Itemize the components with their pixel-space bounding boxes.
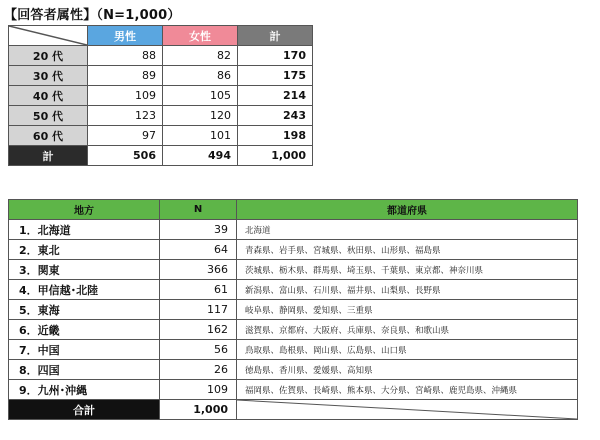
region-prefectures: 滋賀県、京都府、大阪府、兵庫県、奈良県、和歌山県 [237,320,578,340]
region-name: 5．東海 [9,300,160,320]
region-prefectures: 福岡県、佐賀県、長崎県、熊本県、大分県、宮崎県、鹿児島県、沖縄県 [237,380,578,400]
total-count: 243 [238,106,313,126]
table-total-row [9,146,313,166]
table-row [9,66,313,86]
row-label: 40 代 [9,86,88,106]
total-count: 198 [238,126,313,146]
table-row [9,280,578,300]
total-n: 1,000 [160,400,237,420]
region-n: 39 [160,220,237,240]
page-title: 【回答者属性】（N=1,000） [4,8,181,23]
row-label: 30 代 [9,66,88,86]
table-row [9,126,313,146]
total-count: 175 [238,66,313,86]
region-name: 8．四国 [9,360,160,380]
region-name: 7．中国 [9,340,160,360]
row-label: 60 代 [9,126,88,146]
female-count: 120 [163,106,238,126]
region-prefectures: 岐阜県、静岡県、愛知県、三重県 [237,300,578,320]
male-total: 506 [88,146,163,166]
grand-total: 1,000 [238,146,313,166]
table-row [9,340,578,360]
total-row-label: 計 [9,146,88,166]
female-total: 494 [163,146,238,166]
female-count: 86 [163,66,238,86]
table-row [9,260,578,280]
region-prefectures: 北海道 [237,220,578,240]
region-name: 2．東北 [9,240,160,260]
region-name: 9．九州･沖縄 [9,380,160,400]
female-count: 101 [163,126,238,146]
total-count: 214 [238,86,313,106]
row-label: 20 代 [9,46,88,66]
male-count: 97 [88,126,163,146]
region-n: 109 [160,380,237,400]
column-header-male: 男性 [88,26,163,46]
male-count: 123 [88,106,163,126]
region-prefectures: 新潟県、富山県、石川県、福井県、山梨県、長野県 [237,280,578,300]
total-label: 合計 [9,400,160,420]
table-row [9,300,578,320]
region-n: 56 [160,340,237,360]
region-prefectures: 青森県、岩手県、宮城県、秋田県、山形県、福島県 [237,240,578,260]
region-name: 6．近畿 [9,320,160,340]
region-n: 64 [160,240,237,260]
region-name: 4．甲信越･北陸 [9,280,160,300]
column-header-region: 地方 [9,200,160,220]
respondent-age-gender-table [8,25,313,166]
table-row [9,86,313,106]
row-label: 50 代 [9,106,88,126]
table-total-row [9,400,578,420]
table-row [9,360,578,380]
table-row [9,46,313,66]
region-n: 366 [160,260,237,280]
female-count: 82 [163,46,238,66]
table-row [9,380,578,400]
column-header-prefectures: 都道府県 [237,200,578,220]
table-row [9,240,578,260]
region-n: 117 [160,300,237,320]
region-table [8,199,578,420]
male-count: 109 [88,86,163,106]
table-header-row [9,26,313,46]
region-prefectures: 茨城県、栃木県、群馬県、埼玉県、千葉県、東京都、神奈川県 [237,260,578,280]
male-count: 89 [88,66,163,86]
region-n: 26 [160,360,237,380]
region-n: 61 [160,280,237,300]
empty-slashed-cell [237,400,578,420]
column-header-total: 計 [238,26,313,46]
column-header-n: N [160,200,237,220]
table-row [9,220,578,240]
region-n: 162 [160,320,237,340]
female-count: 105 [163,86,238,106]
column-header-female: 女性 [163,26,238,46]
table-row [9,320,578,340]
table-corner-cell [9,26,88,46]
region-prefectures: 鳥取県、島根県、岡山県、広島県、山口県 [237,340,578,360]
table-row [9,106,313,126]
male-count: 88 [88,46,163,66]
total-count: 170 [238,46,313,66]
table-header-row [9,200,578,220]
region-name: 1．北海道 [9,220,160,240]
region-prefectures: 徳島県、香川県、愛媛県、高知県 [237,360,578,380]
region-name: 3．関東 [9,260,160,280]
